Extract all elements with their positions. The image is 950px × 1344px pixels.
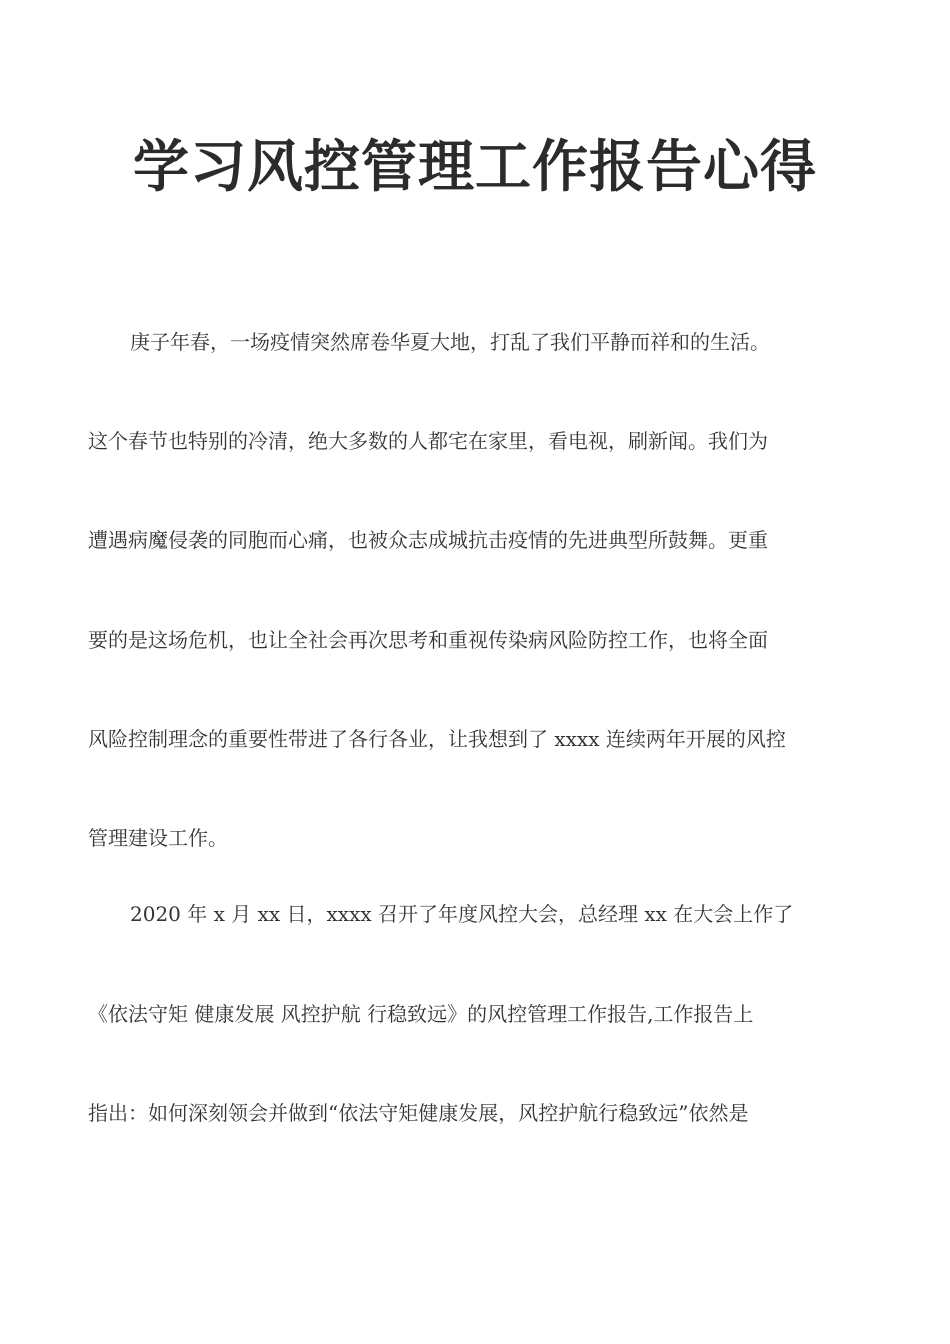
paragraph-1-line-2: 这个春节也特别的冷清，绝大多数的人都宅在家里，看电视，刷新闻。我们为 xyxy=(88,429,768,453)
paragraph-2-line-2: 《依法守矩 健康发展 风控护航 行稳致远》的风控管理工作报告,工作报告上 xyxy=(88,1002,754,1026)
paragraph-1-line-6: 管理建设工作。 xyxy=(88,826,228,850)
paragraph-1-line-4: 要的是这场危机，也让全社会再次思考和重视传染病风险防控工作，也将全面 xyxy=(88,628,768,652)
paragraph-1-line-3: 遭遇病魔侵袭的同胞而心痛，也被众志成城抗击疫情的先进典型所鼓舞。更重 xyxy=(88,528,768,552)
document-title: 学习风控管理工作报告心得 xyxy=(133,135,817,200)
paragraph-1-line-5: 风险控制理念的重要性带进了各行各业，让我想到了 xxxx 连续两年开展的风控 xyxy=(88,727,786,751)
paragraph-1-line-1: 庚子年春，一场疫情突然席卷华夏大地，打乱了我们平静而祥和的生活。 xyxy=(130,330,770,354)
paragraph-2-line-3: 指出：如何深刻领会并做到“依法守矩健康发展，风控护航行稳致远”依然是 xyxy=(88,1101,749,1125)
paragraph-2-line-1: 2020 年 x 月 xx 日，xxxx 召开了年度风控大会，总经理 xx 在大会上作了 xyxy=(130,902,794,926)
